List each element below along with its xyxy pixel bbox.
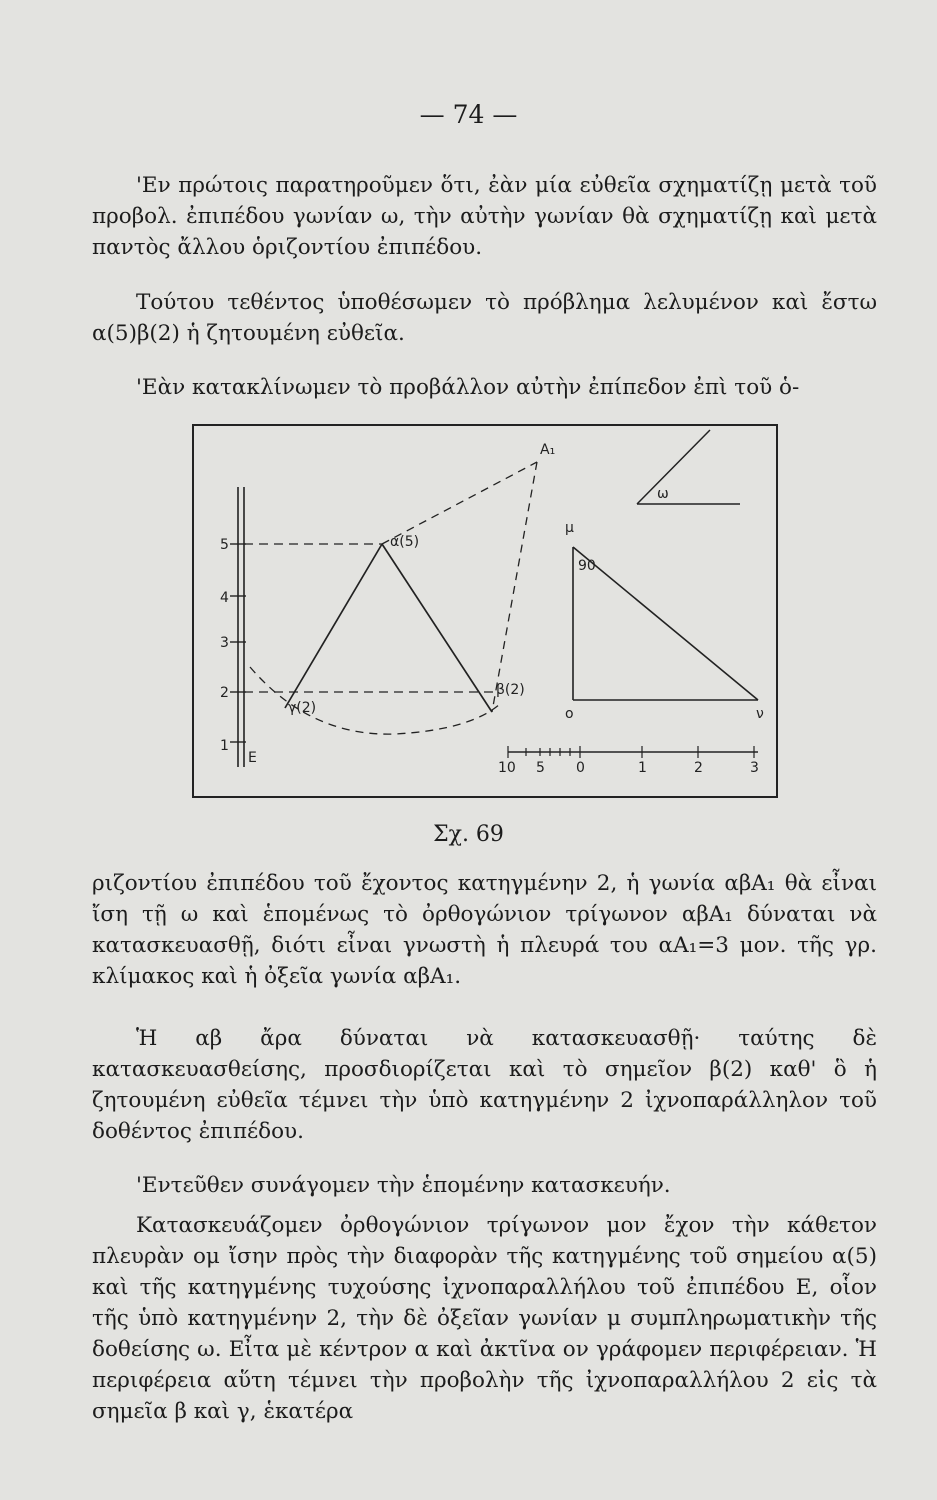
bottom-scale-3: 3 [750, 760, 759, 776]
scale-mark-2: 2 [220, 685, 229, 701]
bottom-scale-1: 1 [638, 760, 647, 776]
label-beta-2: β(2) [496, 682, 525, 698]
scale-mark-4: 4 [220, 590, 229, 606]
label-E: E [248, 750, 257, 766]
bottom-scale-0: 0 [576, 760, 585, 776]
label-gamma-2: γ(2) [288, 700, 317, 716]
page-number: — 74 — [419, 100, 518, 129]
dashed-alpha-A1 [382, 462, 537, 544]
scale-mark-1: 1 [220, 738, 229, 754]
label-v: ν [756, 706, 764, 722]
omega-side [637, 430, 710, 504]
dashed-A1-beta [492, 462, 537, 712]
paragraph-4: ριζοντίου ἐπιπέδου τοῦ ἔχοντος κατηγμένην 2, ἡ γωνία αβA₁ θὰ εἶναι ἴση τῇ ω καὶ ἑπομένως τὸ ὀρθογώνιον τρίγωνον αβA₁ δύναται νὰ κατασκευασθῇ, διότι εἶναι γνωστὴ ἡ πλευρά του αA₁=3 μον. τῆς γρ. κλίμακος καὶ ἡ ὀξεῖα γωνία αβA₁. [92, 871, 877, 989]
paragraph-1: 'Εν πρώτοις παρατηροῦμεν ὅτι, ἐὰν μία εὐθεῖα σχηματίζῃ μετὰ τοῦ προβολ. ἐπιπέδου γωνίαν ω, τὴν αὐτὴν γωνίαν θὰ σχηματίζῃ καὶ μετὰ παντὸς ἄλλου ὁριζοντίου ἐπιπέδου. [92, 173, 877, 260]
paragraph-5: Ἡ αβ ἄρα δύναται νὰ κατασκευασθῇ· ταύτης δὲ κατασκευασθείσης, προσδιορίζεται καὶ τὸ σημεῖον β(2) καθ' ὃ ἡ ζητουμένη εὐθεῖα τέμνει τὴν ὑπὸ κατηγμένην 2 ἰχνοπαράλληλον τοῦ δοθέντος ἐπιπέδου. [92, 1026, 877, 1144]
figure-69 [190, 422, 780, 800]
paragraph-7: Κατασκευάζομεν ὀρθογώνιον τρίγωνον μον ἔχον τὴν κάθετον πλευρὰν ομ ἴσην πρὸς τὴν διαφορὰν τῆς κατηγμένης τοῦ σημείου α(5) καὶ τῆς κατηγμένης τυχούσης ἰχνοπαραλλήλου τοῦ ἐπιπέδου E, οἷον τῆς ὑπὸ κατηγμένην 2, τὴν δὲ ὀξεῖαν γωνίαν μ συμπληρωματικὴν τῆς δοθείσης ω. Εἶτα μὲ κέντρον α καὶ ἀκτῖνα ον γράφομεν περιφέρειαν. Ἡ περιφέρεια αὕτη τέμνει τὴν προβολὴν τῆς ἰχνοπαραλλήλου 2 εἰς τὰ σημεῖα β καὶ γ, ἑκατέρα [92, 1213, 877, 1424]
paragraph-3: 'Εὰν κατακλίνωμεν τὸ προβάλλον αὐτὴν ἐπίπεδον ἐπὶ τοῦ ὁ- [136, 375, 800, 400]
label-mu: μ [565, 520, 574, 536]
paragraph-6: 'Εντεῦθεν συνάγομεν τὴν ἑπομένην κατασκευήν. [136, 1173, 671, 1198]
label-omega: ω [657, 486, 669, 502]
paragraph-2: Τούτου τεθέντος ὑποθέσωμεν τὸ πρόβλημα λελυμένον καὶ ἔστω α(5)β(2) ἡ ζητουμένη εὐθεῖα. [92, 290, 877, 346]
figure-caption: Σχ. 69 [433, 822, 504, 847]
label-A1: A₁ [540, 442, 556, 458]
bottom-scale-5: 5 [536, 760, 545, 776]
triangle-hypotenuse [573, 547, 758, 700]
line-alpha-beta [382, 544, 492, 712]
label-o: o [565, 706, 574, 722]
bottom-scale-10: 10 [498, 760, 516, 776]
scale-mark-3: 3 [220, 635, 229, 651]
scale-mark-5: 5 [220, 537, 229, 553]
figure-frame [193, 425, 777, 797]
label-right-angle: 90 [578, 558, 596, 574]
label-alpha-5: α(5) [390, 534, 420, 550]
line-gamma-alpha [285, 544, 382, 708]
bottom-scale-2: 2 [694, 760, 703, 776]
